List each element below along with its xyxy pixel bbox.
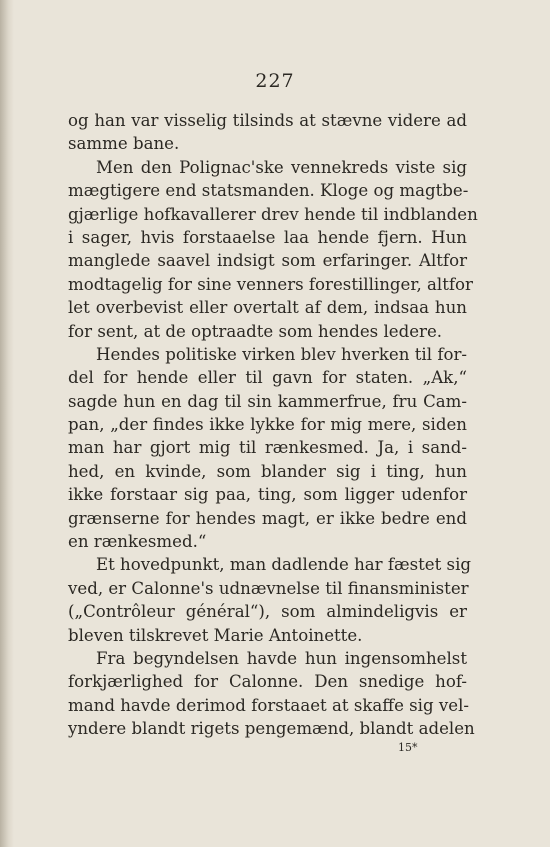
body-text: [68, 109, 478, 741]
text-line: forkjærlighed for Calonne. Den snedige hof-: [68, 672, 467, 692]
text-line: („Contrôleur général“), som almindeligvis er: [68, 602, 467, 622]
page-number: 227: [255, 70, 295, 92]
paragraph: [68, 156, 478, 343]
text-line: mand havde derimod forstaaet at skaffe sig vel-: [68, 695, 469, 715]
text-line: Hendes politiske virken blev hverken til for-: [96, 344, 467, 364]
text-line: en rænkesmed.“: [68, 532, 207, 552]
text-line: for sent, at de optraadte som hendes ledere.: [68, 321, 443, 341]
paragraph: [68, 109, 467, 156]
text-line: ved, er Calonne's udnævnelse til finansminister: [68, 578, 469, 598]
text-line: let overbevist eller overtalt af dem, indsaa hun: [68, 298, 467, 318]
paragraph: [68, 647, 475, 741]
text-line: manglede saavel indsigt som erfaringer. Altfor: [68, 251, 467, 271]
text-line: Et hovedpunkt, man dadlende har fæstet sig: [96, 555, 471, 575]
text-line: Men den Polignac'ske vennekreds viste sig: [96, 157, 467, 177]
text-line: del for hende eller til gavn for staten. „Ak,“: [68, 368, 467, 388]
text-line: sagde hun en dag til sin kammerfrue, fru Cam-: [68, 391, 467, 411]
text-line: og han var visselig tilsinds at stævne videre ad: [68, 111, 467, 130]
text-line: modtagelig for sine venners forestillinger, altfor: [68, 274, 473, 294]
text-line: samme bane.: [68, 134, 180, 154]
text-line: ikke forstaar sig paa, ting, som ligger udenfor: [68, 485, 467, 505]
text-line: gjærlige hofkavallerer drev hende til indblanden: [68, 204, 478, 224]
text-line: mægtigere end statsmanden. Kloge og magtbe-: [68, 181, 469, 201]
text-line: yndere blandt rigets pengemænd, blandt adelen: [68, 719, 475, 739]
page-binding-edge: [0, 0, 14, 847]
paragraph: [68, 553, 471, 647]
paragraph: [68, 343, 467, 554]
text-line: pan, „der findes ikke lykke for mig mere, siden: [68, 415, 467, 435]
text-line: hed, en kvinde, som blander sig i ting, hun: [68, 461, 467, 481]
text-line: i sager, hvis forstaaelse laa hende fjern. Hun: [68, 227, 467, 247]
text-line: Fra begyndelsen havde hun ingensomhelst: [96, 648, 467, 668]
text-line: man har gjort mig til rænkesmed. Ja, i sand-: [68, 438, 467, 458]
signature-mark: 15*: [398, 741, 418, 754]
text-line: bleven tilskrevet Marie Antoinette.: [68, 625, 363, 645]
text-line: grænserne for hendes magt, er ikke bedre end: [68, 508, 467, 528]
